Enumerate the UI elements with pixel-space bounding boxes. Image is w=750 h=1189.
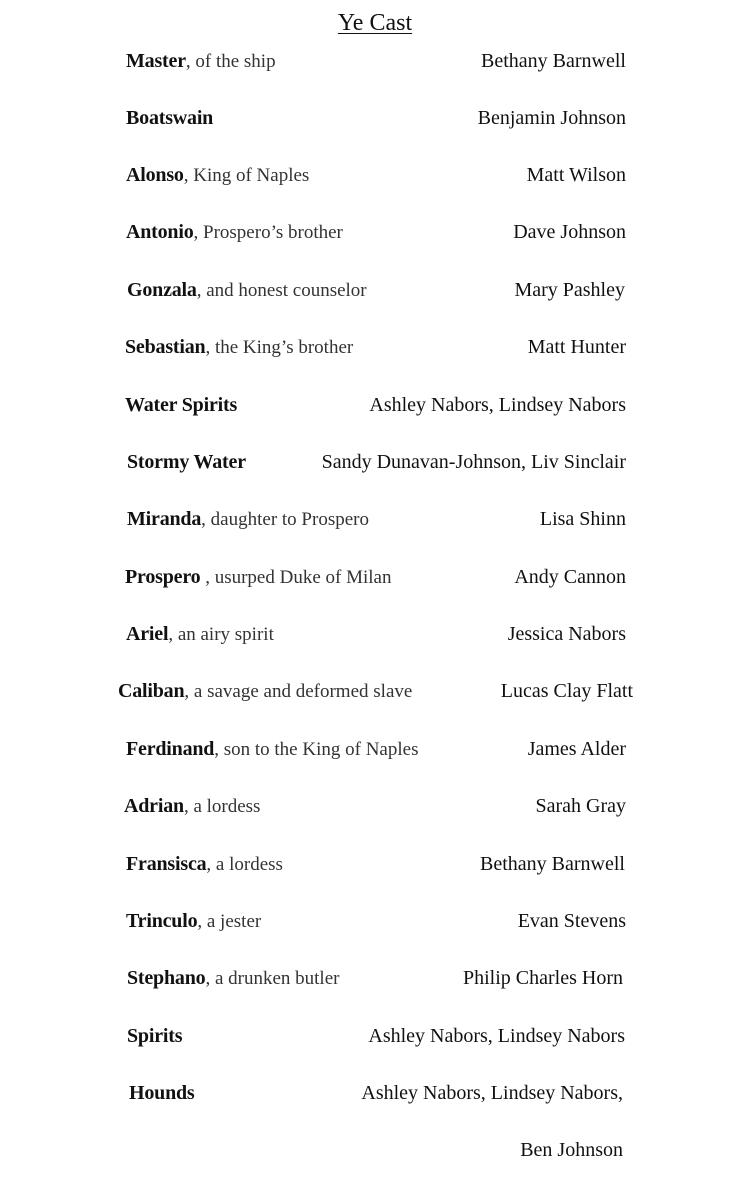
role <box>127 1021 182 1052</box>
cast-row <box>126 217 626 247</box>
role-name: Prospero <box>125 566 201 588</box>
role-description: , an airy spirit <box>168 624 274 645</box>
cast-row <box>127 1021 625 1051</box>
actor-name: Evan Stevens <box>517 910 626 932</box>
role <box>125 562 391 593</box>
cast-row <box>126 906 626 936</box>
cast-row <box>126 46 626 76</box>
cast-row <box>124 791 626 821</box>
actor-name: Ashley Nabors, Lindsey Nabors <box>369 394 626 416</box>
cast-row <box>126 619 626 649</box>
role <box>126 46 276 77</box>
role <box>129 1078 195 1109</box>
role-name: Fransisca <box>126 853 207 875</box>
role <box>127 504 369 535</box>
role <box>126 160 309 191</box>
cast-row <box>118 676 633 706</box>
actor-name: Bethany Barnwell <box>480 853 625 875</box>
actor-name: Benjamin Johnson <box>477 107 626 129</box>
role-name: Trinculo <box>126 910 198 932</box>
role-name: Alonso <box>126 164 184 186</box>
role-name: Gonzala <box>127 279 197 301</box>
role-name: Miranda <box>127 508 202 530</box>
role-description: , Prospero’s brother <box>193 222 343 243</box>
role <box>125 390 237 421</box>
role-name: Master <box>126 50 186 72</box>
role-name: Ferdinand <box>126 738 215 760</box>
role-name: Hounds <box>129 1082 195 1104</box>
role <box>126 734 418 765</box>
role-description: , son to the King of Naples <box>214 739 419 760</box>
role <box>127 963 339 994</box>
actor-name: James Alder <box>527 738 626 760</box>
cast-row <box>129 1135 623 1165</box>
role <box>126 217 343 248</box>
actor-name: Matt Wilson <box>526 164 626 186</box>
role <box>127 275 367 306</box>
role-description: , daughter to Prospero <box>201 509 369 530</box>
actor-name: Philip Charles Horn <box>463 967 623 989</box>
cast-row <box>127 963 623 993</box>
actor-name: Bethany Barnwell <box>481 50 626 72</box>
actor-name: Sandy Dunavan-Johnson, Liv Sinclair <box>321 451 626 473</box>
page-title-text: Ye Cast <box>337 10 413 36</box>
actor-name: Lucas Clay Flatt <box>500 680 633 702</box>
role-name: Boatswain <box>126 107 214 129</box>
role-description: , a savage and deformed slave <box>184 681 413 702</box>
role-description: , the King’s brother <box>205 337 354 358</box>
actor-name: Dave Johnson <box>513 221 626 243</box>
cast-row <box>126 849 625 879</box>
actor-name: Ashley Nabors, Lindsey Nabors <box>368 1025 625 1047</box>
role-name: Ariel <box>126 623 169 645</box>
cast-row <box>126 160 626 190</box>
cast-row <box>127 504 626 534</box>
role-description: , a lordess <box>206 854 283 875</box>
role-name: Spirits <box>127 1025 183 1047</box>
cast-row <box>127 447 626 477</box>
cast-row <box>129 1078 623 1108</box>
actor-name: Matt Hunter <box>527 336 626 358</box>
role-name: Caliban <box>118 680 185 702</box>
actor-name: Sarah Gray <box>535 795 626 817</box>
role-name: Stephano <box>127 967 206 989</box>
role-description: , King of Naples <box>183 165 310 186</box>
role <box>126 103 213 134</box>
actor-name: Ashley Nabors, Lindsey Nabors, <box>361 1082 623 1104</box>
cast-row <box>126 103 626 133</box>
cast-row <box>126 734 626 764</box>
role-description: , and honest counselor <box>196 280 367 301</box>
role <box>118 676 412 707</box>
actor-name: Andy Cannon <box>514 566 626 588</box>
role <box>125 332 353 363</box>
role-description: , a drunken butler <box>205 968 340 989</box>
role <box>126 906 261 937</box>
role-name: Antonio <box>126 221 194 243</box>
cast-row <box>125 562 626 592</box>
actor-name: Jessica Nabors <box>507 623 626 645</box>
cast-row <box>127 275 625 305</box>
role <box>126 619 274 650</box>
role-name: Stormy Water <box>127 451 246 473</box>
actor-name: Ben Johnson <box>520 1139 623 1161</box>
role-description: , a lordess <box>183 796 261 817</box>
page-title <box>0 6 750 40</box>
role-description: , of the ship <box>185 51 276 72</box>
role-description: , a jester <box>197 911 262 932</box>
cast-row <box>125 390 626 420</box>
role-name: Adrian <box>124 795 184 817</box>
role <box>126 849 283 880</box>
cast-row <box>125 332 626 362</box>
actor-name: Lisa Shinn <box>539 508 626 530</box>
role-name: Water Spirits <box>125 394 238 416</box>
role-name: Sebastian <box>125 336 206 358</box>
role <box>124 791 260 822</box>
role <box>127 447 246 478</box>
actor-name: Mary Pashley <box>514 279 625 301</box>
role-description: , usurped Duke of Milan <box>200 567 392 588</box>
